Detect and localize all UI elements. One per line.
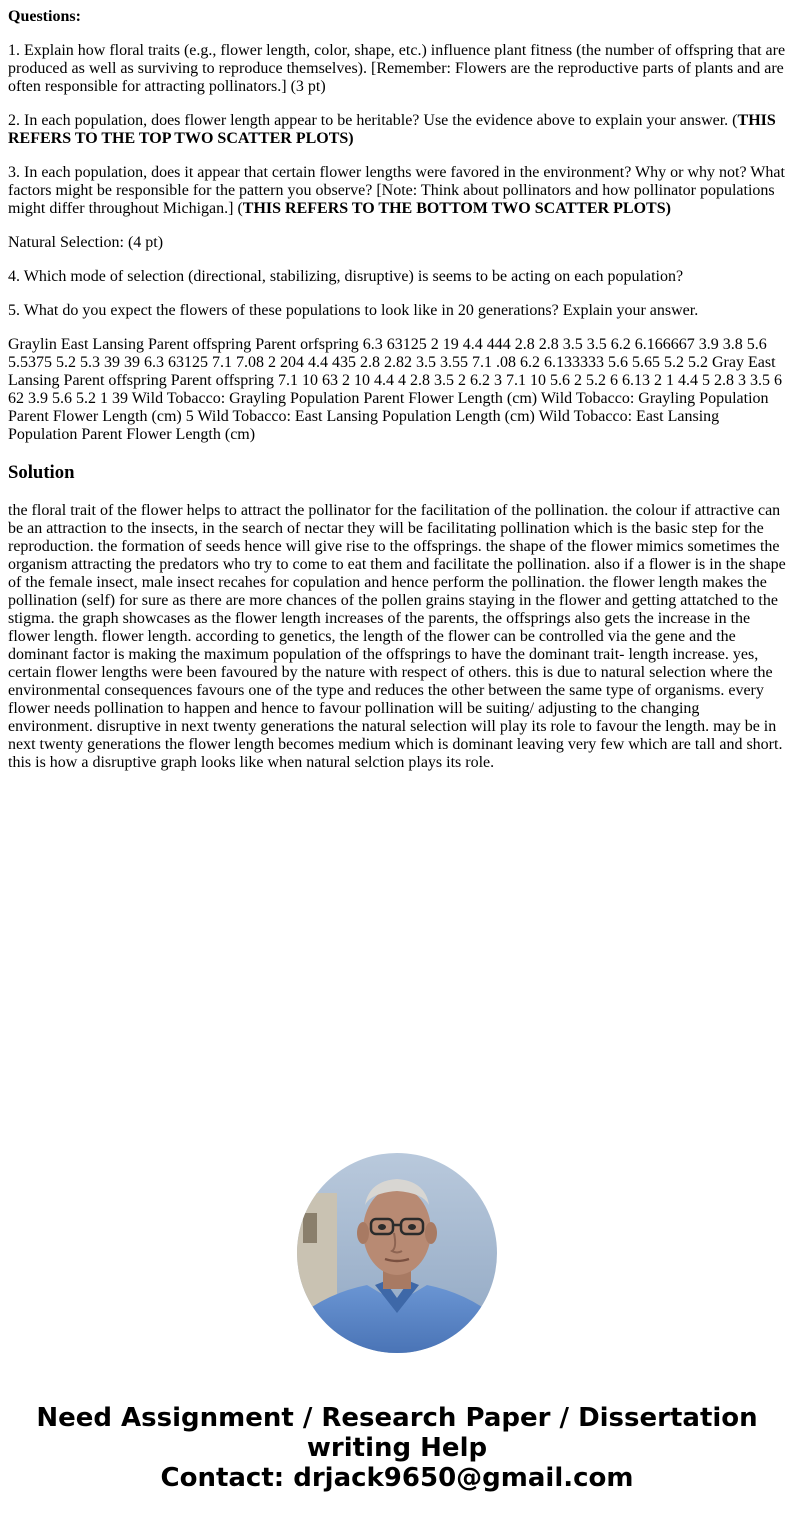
promo-contact: Contact: drjack9650@gmail.com [160, 1463, 634, 1493]
natural-selection-label: Natural Selection: (4 pt) [8, 234, 164, 251]
question-2-text: 2. In each population, does flower length appear to be heritable? Use the evidence above to explain your answer. ( [8, 112, 738, 129]
promo-line-2: writing Help [306, 1433, 488, 1463]
promo-line-1: Need Assignment / Research Paper / Dissertation [36, 1403, 758, 1433]
question-2 [8, 112, 786, 148]
promo-banner [0, 1403, 794, 1493]
question-2-bold: THIS REFERS TO THE TOP TWO SCATTER PLOTS) [8, 112, 776, 147]
solution-body: the floral trait of the flower helps to attract the pollinator for the facilitation of the pollination. the colour if attractive can be an attraction to the insects, in the search of nectar they will be facilitating pollination which is the basic step for the reproduction. the formation of seeds hence will give rise to the offsprings. the shape of the flower mimics sometimes the organism attracting the predators who try to come to eat them and facilitate the pollination. also if a flower is in the shape of the female insect, male insect recahes for copulation and hence perform the pollination. the flower length makes the pollination (self) for sure as there are more chances of the pollen grains staying in the flower and getting attatched to the stigma. the graph showcases as the flower length increases of the parents, the offsprings also gets the increase in the flower length. flower length. according to genetics, the length of the flower can be controlled via the gene and the dominant factor is making the maximum population of the offsprings to have the dominant trait- length increase. yes, certain flower lengths were been favoured by the nature with respect of others. this is due to natural selection where the environmental consequences favours one of the type and reduces the other between the same type of organisms. every flower needs pollination to happen and hence to favour pollination will be suiting/ adjusting to the changing environment. disruptive in next twenty generations the natural selection will play its role to favour the length. may be in next twenty generations the flower length becomes medium which is dominant leaving very few which are tall and short. this is how a disruptive graph looks like when natural selction plays its role. [8, 502, 786, 771]
solution-heading: Solution [8, 462, 75, 483]
question-4: 4. Which mode of selection (directional, stabilizing, disruptive) is seems to be acting on each population? [8, 268, 684, 285]
avatar [297, 1153, 497, 1353]
avatar-portrait-icon [297, 1153, 497, 1353]
question-1: 1. Explain how floral traits (e.g., flower length, color, shape, etc.) influence plant fitness (the number of offspring that are produced as well as surviving to reproduce themselves). [Remember: Flowers are the reproductive parts of plants and are often responsible for attracting pollinators.] (3 pt) [8, 42, 786, 95]
question-5: 5. What do you expect the flowers of these populations to look like in 20 generations? Explain your answer. [8, 302, 699, 319]
question-3 [8, 164, 786, 218]
data-dump-text: Graylin East Lansing Parent offspring Parent orfspring 6.3 63125 2 19 4.4 444 2.8 2.8 3.5 3.5 6.2 6.166667 3.9 3.8 5.6 5.5375 5.2 5.3 39 39 6.3 63125 7.1 7.08 2 204 4.4 435 2.8 2.82 3.5 3.55 7.1 .08 6.2 6.133333 5.6 5.65 5.2 5.2 Gray East Lansing Parent offspring Parent offspring 7.1 10 63 2 10 4.4 4 2.8 3.5 2 6.2 3 7.1 10 5.6 2 5.2 6 6.13 2 1 4.4 5 2.8 3 3.5 6 62 3.9 5.6 5.2 1 39 Wild Tobacco: Grayling Population Parent Flower Length (cm) Wild Tobacco: Grayling Population Parent Flower Length (cm) 5 Wild Tobacco: East Lansing Population Length (cm) Wild Tobacco: East Lansing Population Parent Flower Length (cm) [8, 336, 783, 443]
questions-heading: Questions: [8, 8, 81, 25]
question-3-bold: THIS REFERS TO THE BOTTOM TWO SCATTER PLOTS) [242, 200, 671, 217]
document-content [8, 8, 786, 788]
question-3-text: 3. In each population, does it appear that certain flower lengths were favored in the environment? Why or why not? What factors might be responsible for the pattern you observe? [Note: Think about pollinators and how pollinator populations might differ throughout Michigan.] ( [8, 164, 785, 217]
